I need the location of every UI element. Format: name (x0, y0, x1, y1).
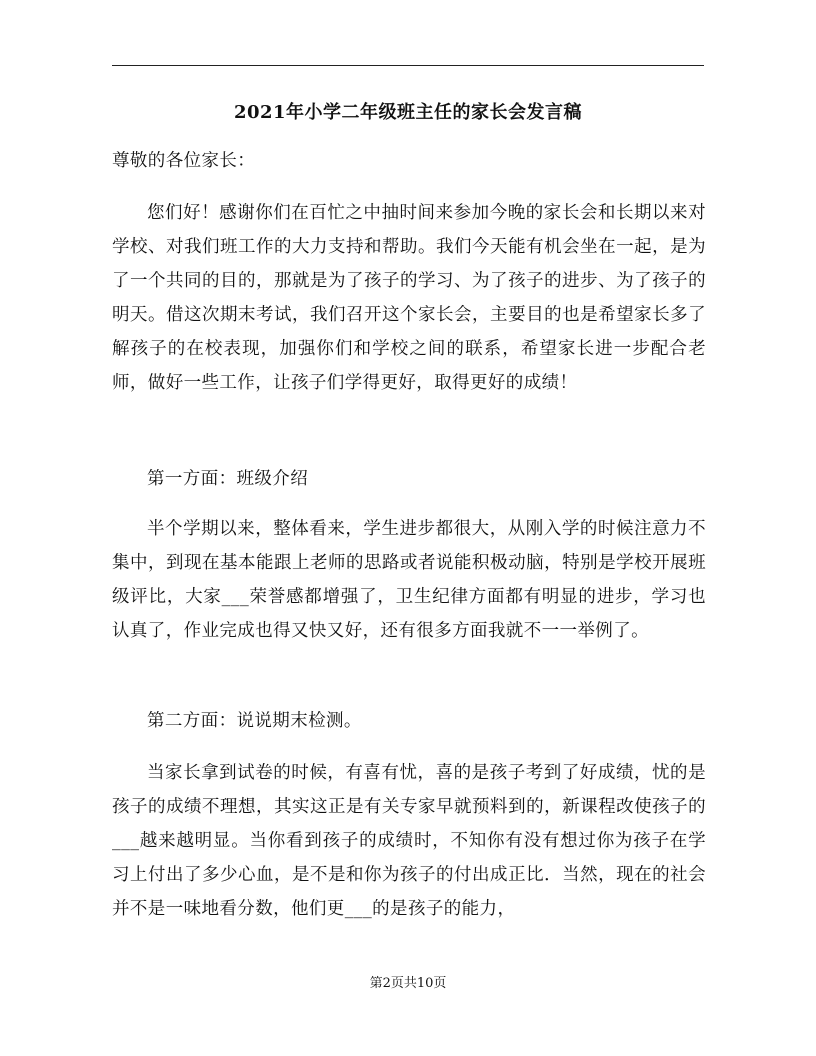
paragraph-final-exam: 当家长拿到试卷的时候，有喜有忧，喜的是孩子考到了好成绩，忧的是孩子的成绩不理想，其实这正是有关专家早就预料到的，新课程改使孩子的___越来越明显。当你看到孩子的成绩时，不知你有没有想过你为孩子在学习上付出了多少心血，是不是和你为孩子的付出成正比．当然，现在的社会并不是一味地看分数，他们更___的是孩子的能力， (112, 763, 706, 919)
salutation: 尊敬的各位家长： (112, 151, 256, 171)
document-title: 2021年小学二年级班主任的家长会发言稿 (233, 102, 583, 123)
paragraph-class-intro: 半个学期以来，整体看来，学生进步都很大，从刚入学的时候注意力不集中，到现在基本能跟上老师的思路或者说能积极动脑，特别是学校开展班级评比，大家___荣誉感都增强了，卫生纪律方面都有明显的进步，学习也认真了，作业完成也得又快又好，还有很多方面我就不一一举例了。 (112, 519, 706, 641)
header-rule (112, 65, 704, 66)
section-heading-final-exam: 第二方面：说说期末检测。 (147, 711, 362, 731)
paragraph-intro: 您们好！感谢你们在百忙之中抽时间来参加今晚的家长会和长期以来对学校、对我们班工作的大力支持和帮助。我们今天能有机会坐在一起，是为了一个共同的目的，那就是为了孩子的学习、为了孩子的进步、为了孩子的明天。借这次期末考试，我们召开这个家长会，主要目的也是希望家长多了解孩子的在校表现，加强你们和学校之间的联系，希望家长进一步配合老师，做好一些工作，让孩子们学得更好，取得更好的成绩！ (112, 203, 706, 393)
section-heading-class-intro: 第一方面：班级介绍 (147, 469, 309, 489)
page-number: 第2页共10页 (369, 976, 447, 991)
